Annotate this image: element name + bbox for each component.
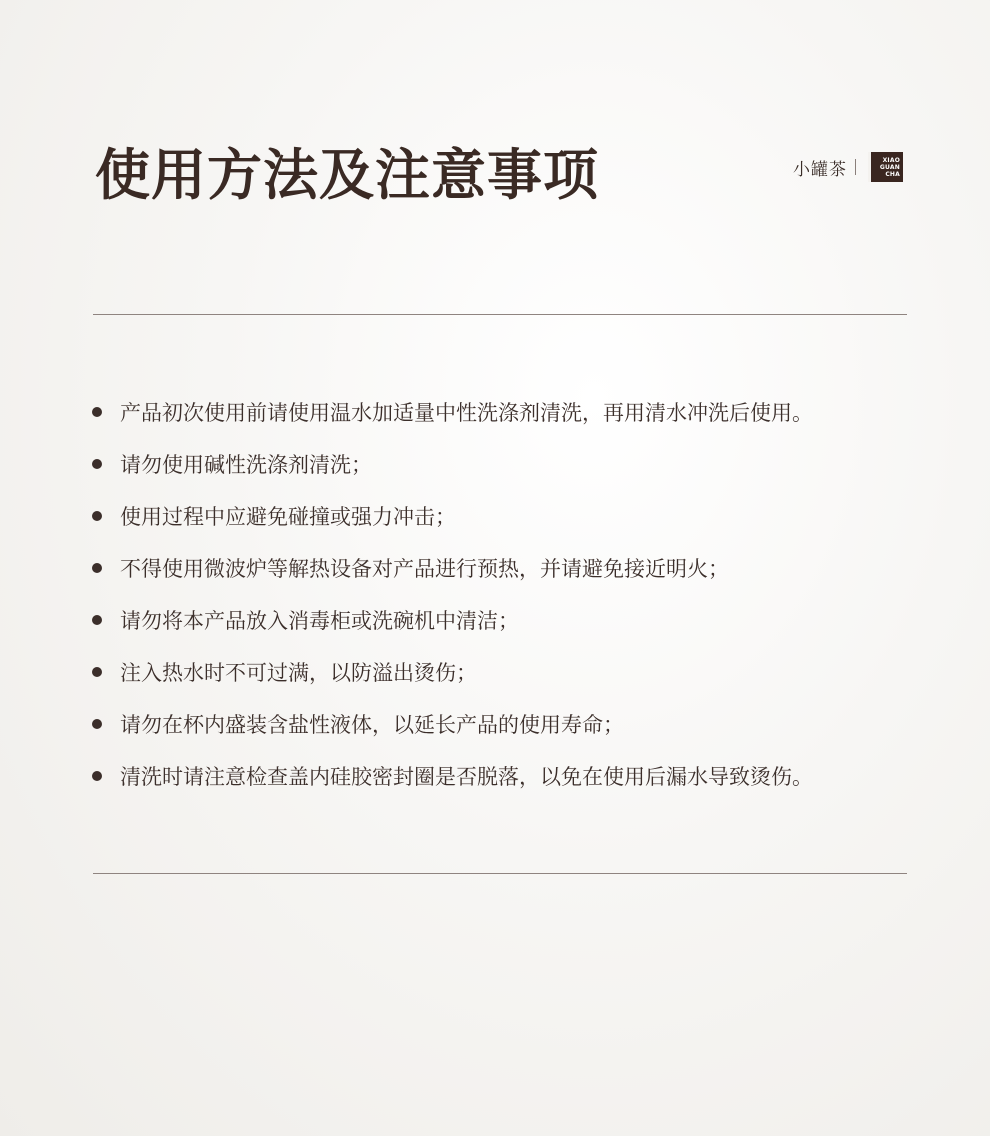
bullet-icon — [92, 719, 102, 729]
note-text: 使用过程中应避免碰撞或强力冲击； — [120, 505, 456, 529]
page-title: 使用方法及注意事项 — [95, 143, 600, 207]
brand-separator — [855, 159, 856, 175]
bullet-icon — [92, 459, 102, 469]
logo-line: CHA — [885, 170, 900, 178]
logo-line: GUAN — [879, 163, 900, 171]
bullet-icon — [92, 563, 102, 573]
list-item — [92, 490, 922, 542]
note-text: 请勿在杯内盛装含盐性液体，以延长产品的使用寿命； — [120, 713, 624, 737]
bottom-divider — [93, 873, 907, 874]
brand-mark — [793, 152, 903, 182]
list-item — [92, 750, 922, 802]
logo-line: XIAO — [882, 156, 900, 164]
bullet-icon — [92, 511, 102, 521]
note-text: 产品初次使用前请使用温水加适量中性洗涤剂清洗，再用清水冲洗后使用。 — [120, 401, 813, 425]
note-text: 清洗时请注意检查盖内硅胶密封圈是否脱落，以免在使用后漏水导致烫伤。 — [120, 765, 813, 789]
list-item — [92, 542, 922, 594]
list-item — [92, 698, 922, 750]
list-item — [92, 646, 922, 698]
usage-notes-list — [92, 386, 922, 802]
bullet-icon — [92, 407, 102, 417]
bullet-icon — [92, 771, 102, 781]
bullet-icon — [92, 615, 102, 625]
note-text: 注入热水时不可过满，以防溢出烫伤； — [120, 661, 477, 685]
list-item — [92, 438, 922, 490]
list-item — [92, 386, 922, 438]
brand-name: 小罐茶 — [793, 159, 847, 180]
list-item — [92, 594, 922, 646]
bullet-icon — [92, 667, 102, 677]
note-text: 请勿将本产品放入消毒柜或洗碗机中清洁； — [120, 609, 519, 633]
note-text: 请勿使用碱性洗涤剂清洗； — [120, 453, 372, 477]
note-text: 不得使用微波炉等解热设备对产品进行预热，并请避免接近明火； — [120, 557, 729, 581]
logo-edge — [868, 152, 871, 182]
brand-logo — [868, 152, 903, 182]
top-divider — [93, 314, 907, 315]
